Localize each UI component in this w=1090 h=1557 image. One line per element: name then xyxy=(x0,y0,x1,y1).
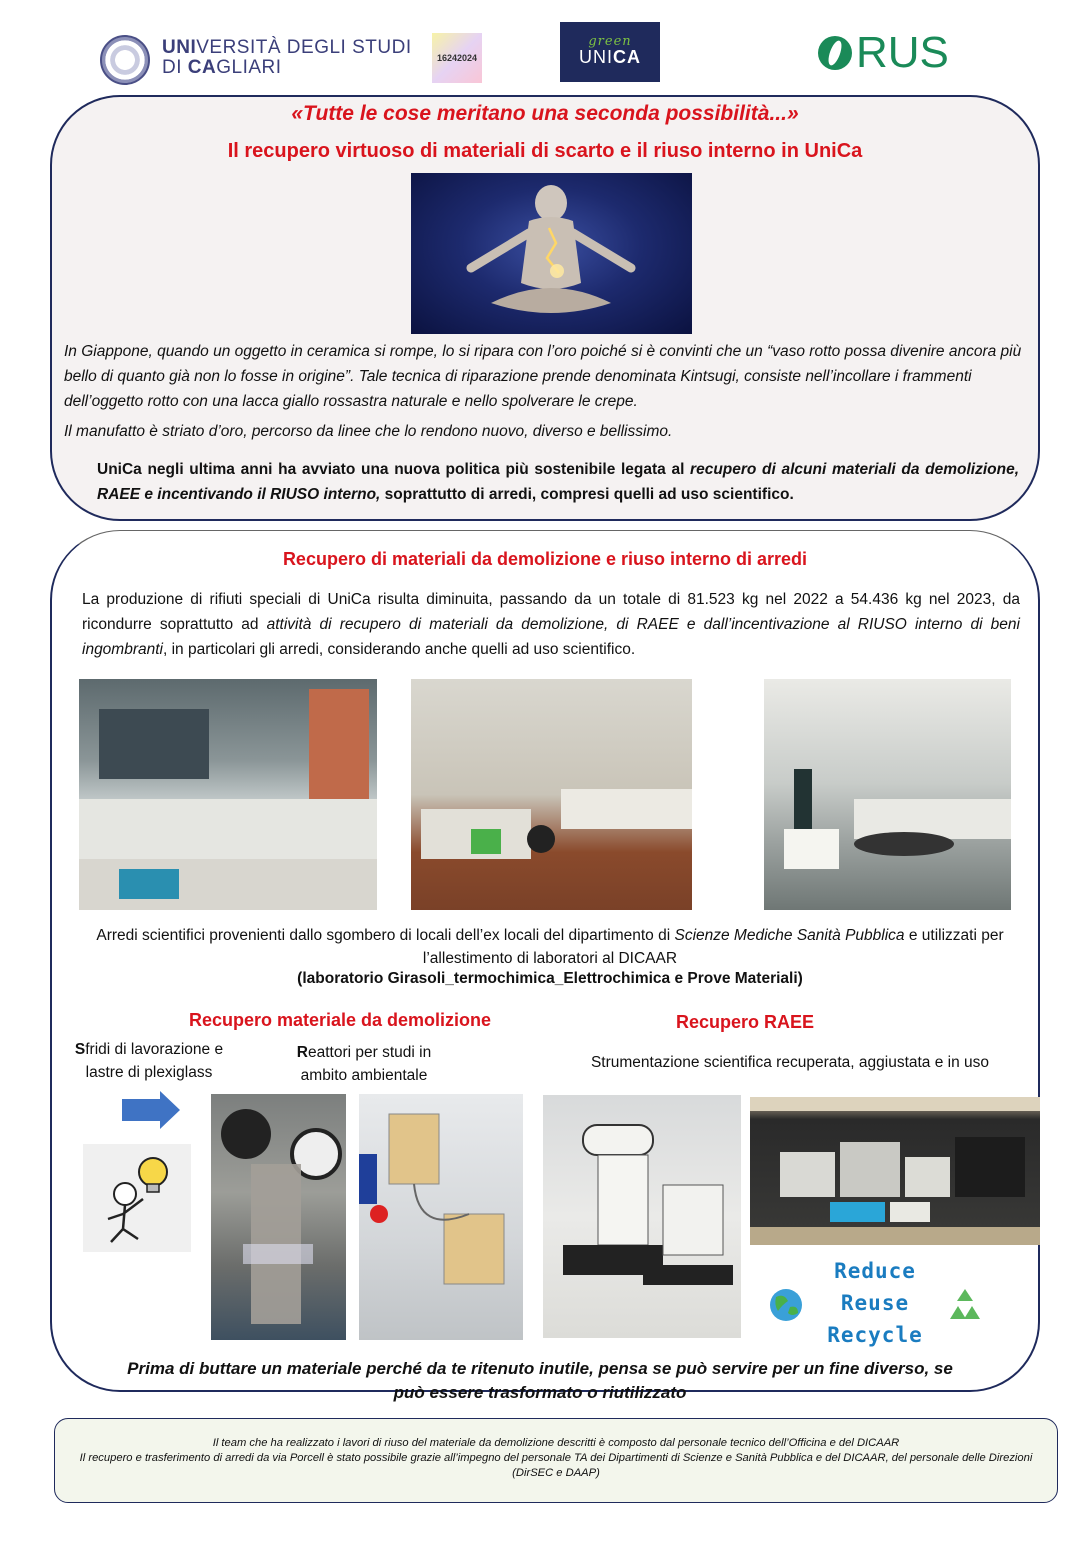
lab-photo-1 xyxy=(79,679,377,910)
raee-title: Recupero RAEE xyxy=(675,1012,815,1032)
recycle-icon xyxy=(946,1287,984,1323)
reduce-reuse-recycle-graphic xyxy=(760,1255,996,1355)
demolition-title: Recupero materiale da demolizione xyxy=(188,1010,492,1030)
reactor-photo xyxy=(359,1094,523,1340)
section2-title: Recupero di materiali da demolizione e riuso interno di arredi xyxy=(282,549,808,569)
lab-photos-caption: Arredi scientifici provenienti dallo sgombero di locali dell’ex locali del dipartimento di Scienze Mediche Sanità Pubblica e utilizzati per l’allestimento di laboratori al DICAAR xyxy=(96,927,1004,967)
kintsugi-statue-image xyxy=(411,173,692,334)
recycle-label: Recycle xyxy=(827,1323,923,1347)
lab-photo-3 xyxy=(764,679,1011,910)
rus-logo: RUS xyxy=(818,28,949,78)
credits-line-1: Il team che ha realizzato i lavori di riuso del materiale da demolizione descritti è composto dal personale tecnico dell’Officina e del DICAAR xyxy=(212,1437,900,1449)
green-unica-logo: green UNICA xyxy=(560,22,660,82)
quote-title: «Tutte le cose meritano una seconda possibilità...» xyxy=(291,102,799,125)
university-seal-logo xyxy=(100,35,150,85)
reuse-label: Reuse xyxy=(840,1291,910,1315)
lab-photos-caption-bold: (laboratorio Girasoli_termochimica_Elettrochimica e Prove Materiali) xyxy=(297,970,803,987)
reattori-label: Reattori per studi in ambito ambientale xyxy=(296,1044,432,1084)
reduce-label: Reduce xyxy=(834,1259,916,1283)
closing-statement: Prima di buttare un materiale perché da te ritenuto inutile, pensa se può servire per un fine diverso, se può essere trasformato o riutilizzato xyxy=(127,1359,953,1402)
lightbulb-idea-icon xyxy=(83,1144,191,1252)
credits-line-2: Il recupero e trasferimento di arredi da via Porcell è stato possibile grazie all’impegno del personale TA dei Dipartimenti di Scienze e Sanità Pubblica e del DICAAR, del personale delle Direzioni (DirSEC e DAAP) xyxy=(79,1452,1033,1479)
policy-paragraph: UniCa negli ultima anni ha avviato una nuova politica più sostenibile legata al recupero di alcuni materiali da demolizione, RAEE e incentivando il RIUSO interno, soprattutto di arredi, compresi quelli ad uso scientifico. xyxy=(97,461,1019,503)
microscope-photo xyxy=(543,1095,741,1338)
waste-reduction-paragraph: La produzione di rifiuti speciali di UniCa risulta diminuita, passando da un totale di 81.523 kg nel 2022 a 54.436 kg nel 2023, da ricondurre soprattutto ad attività di recupero di materiali da demolizione, di RAEE e dall’incentivazione al RIUSO interno di beni ingombranti, in particolari gli arredi, considerando anche quelli ad uso scientifico. xyxy=(82,591,1020,658)
anniversary-logo: 1 6 2 4 2 0 2 4 xyxy=(432,33,482,83)
sfridi-label: Sfridi di lavorazione e lastre di plexiglass xyxy=(74,1041,224,1081)
lab-photo-2 xyxy=(411,679,692,910)
lab-instruments-shelf-photo xyxy=(750,1097,1040,1245)
earth-globe-icon xyxy=(768,1287,804,1323)
right-arrow-icon xyxy=(120,1090,182,1130)
kintsugi-paragraph-2: Il manufatto è striato d’oro, percorso da linee che lo rendono nuovo, diverso e bellissimo. xyxy=(64,423,673,440)
university-name-logo: UNIVERSITÀ DEGLI STUDI DI CAGLIARI xyxy=(162,37,412,78)
leaf-icon xyxy=(818,36,852,70)
section1-title: Il recupero virtuoso di materiali di scarto e il riuso interno in UniCa xyxy=(227,140,863,162)
plexiglass-sample-photo xyxy=(211,1094,346,1340)
strumentazione-label: Strumentazione scientifica recuperata, aggiustata e in uso xyxy=(590,1054,990,1071)
kintsugi-paragraph: In Giappone, quando un oggetto in ceramica si rompe, lo si ripara con l’oro poiché si è convinti che un “vaso rotto possa divenire ancora più bello di quanto già non lo fosse in origine”. Tale tecnica di riparazione prende denominata Kintsugi, consiste nell’incollare i frammenti dell’oggetto rotto con una lacca giallo rossastra naturale e nello spolverare le crepe. xyxy=(64,343,1022,410)
